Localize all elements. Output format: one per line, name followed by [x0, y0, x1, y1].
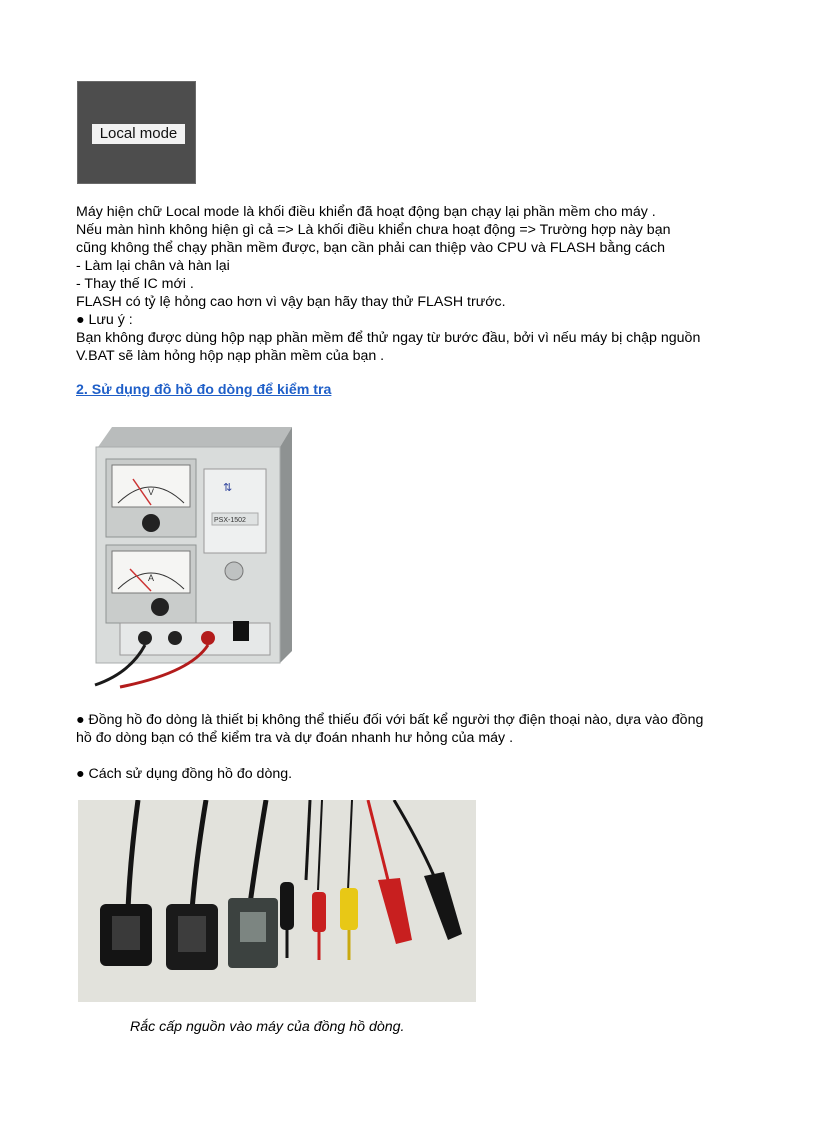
text-line: ● Lưu ý :	[76, 312, 133, 328]
probe-red	[312, 892, 326, 932]
connector-1-slot	[112, 916, 140, 950]
cabinet-top	[98, 427, 292, 447]
cables-photo	[78, 800, 476, 1002]
text-line: ● Đồng hồ đo dòng là thiết bị không thể thiếu đối với bất kể người thợ điện thoại nào, dựa vào đồng	[76, 712, 704, 728]
paragraph-usage: ● Cách sử dụng đồng hồ đo dòng.	[76, 766, 293, 782]
amp-meter-face	[112, 551, 190, 593]
local-mode-screen-image	[77, 81, 196, 184]
terminal-red	[201, 631, 215, 645]
amp-letter: A	[148, 573, 155, 583]
text-line: hồ đo dòng bạn có thể kiểm tra và dự đoán nhanh hư hỏng của máy .	[76, 730, 514, 746]
text-line: Máy hiện chữ Local mode là khối điều khiển đã hoạt động bạn chạy lại phần mềm cho máy .	[76, 204, 656, 220]
probe-black	[280, 882, 294, 930]
local-mode-label: Local mode	[92, 124, 185, 144]
label-panel	[204, 469, 266, 553]
text-line: Nếu màn hình không hiện gì cả => Là khối điều khiển chưa hoạt động => Trường hợp này bạn	[76, 222, 671, 238]
text-line: - Làm lại chân và hàn lại	[76, 258, 230, 274]
connector-3-slot	[240, 912, 266, 942]
volt-letter: V	[148, 487, 155, 497]
power-switch	[233, 621, 249, 641]
power-supply-photo	[90, 423, 294, 690]
volt-meter-face	[112, 465, 190, 507]
image-caption: Rắc cấp nguồn vào máy của đồng hồ dòng.	[130, 1019, 405, 1035]
current-knob	[225, 562, 243, 580]
text-line: Bạn không được dùng hộp nạp phần mềm để thử ngay từ bước đầu, bởi vì nếu máy bị chập nguồn	[76, 330, 701, 346]
text-line: V.BAT sẽ làm hỏng hộp nạp phần mềm của bạn .	[76, 348, 385, 364]
text-line: - Thay thế IC mới .	[76, 276, 194, 292]
probe-yellow	[340, 888, 358, 930]
model-text: PSX-1502	[214, 517, 246, 524]
section-heading-link[interactable]: 2. Sử dụng đồ hồ đo dòng để kiểm tra	[76, 382, 332, 398]
terminal-black-1	[138, 631, 152, 645]
connector-2-slot	[178, 916, 206, 952]
brand-logo: ⇅	[223, 482, 233, 494]
cabinet-side	[280, 427, 292, 663]
terminal-black-2	[168, 631, 182, 645]
volt-knob	[142, 514, 160, 532]
amp-knob	[151, 598, 169, 616]
text-line: FLASH có tỷ lệ hỏng cao hơn vì vậy bạn hãy thay thử FLASH trước.	[76, 294, 506, 310]
text-line: cũng không thể chạy phần mềm được, bạn cần phải can thiệp vào CPU và FLASH bằng cách	[76, 240, 666, 256]
